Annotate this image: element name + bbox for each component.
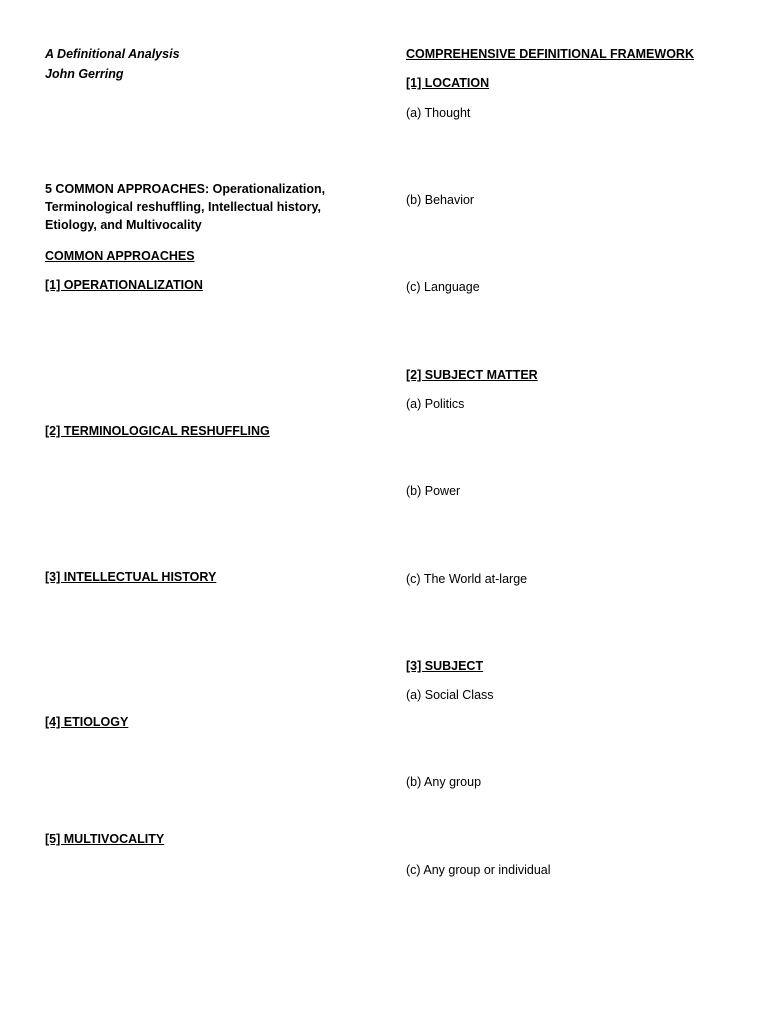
section-etiology: [4] ETIOLOGY: [45, 715, 129, 729]
location-item-thought: (a) Thought: [406, 106, 471, 120]
location-item-behavior: (b) Behavior: [406, 193, 475, 207]
subject-matter-item-power: (b) Power: [406, 484, 461, 498]
document-author: John Gerring: [45, 67, 124, 81]
group-subject-matter-title: [2] SUBJECT MATTER: [406, 368, 538, 382]
group-subject-title: [3] SUBJECT: [406, 659, 484, 673]
section-multivocality: [5] MULTIVOCALITY: [45, 832, 165, 846]
subject-item-social-class: (a) Social Class: [406, 688, 494, 702]
common-approaches-heading: COMMON APPROACHES: [45, 249, 195, 263]
section-terminological-reshuffling: [2] TERMINOLOGICAL RESHUFFLING: [45, 424, 270, 438]
section-operationalization: [1] OPERATIONALIZATION: [45, 278, 203, 292]
subject-matter-item-world: (c) The World at-large: [406, 572, 528, 586]
section-intellectual-history: [3] INTELLECTUAL HISTORY: [45, 570, 217, 584]
framework-heading: COMPREHENSIVE DEFINITIONAL FRAMEWORK: [406, 47, 694, 61]
subject-item-any-group: (b) Any group: [406, 775, 482, 789]
group-location-title: [1] LOCATION: [406, 76, 490, 90]
subject-matter-item-politics: (a) Politics: [406, 397, 465, 411]
intro-paragraph: 5 COMMON APPROACHES: Operationalization, Terminological reshuffling, Intellectual history, Etiology, and Multivocality: [45, 182, 326, 232]
document-title: A Definitional Analysis: [45, 47, 180, 61]
location-item-language: (c) Language: [406, 280, 480, 294]
subject-item-group-or-individual: (c) Any group or individual: [406, 863, 551, 877]
